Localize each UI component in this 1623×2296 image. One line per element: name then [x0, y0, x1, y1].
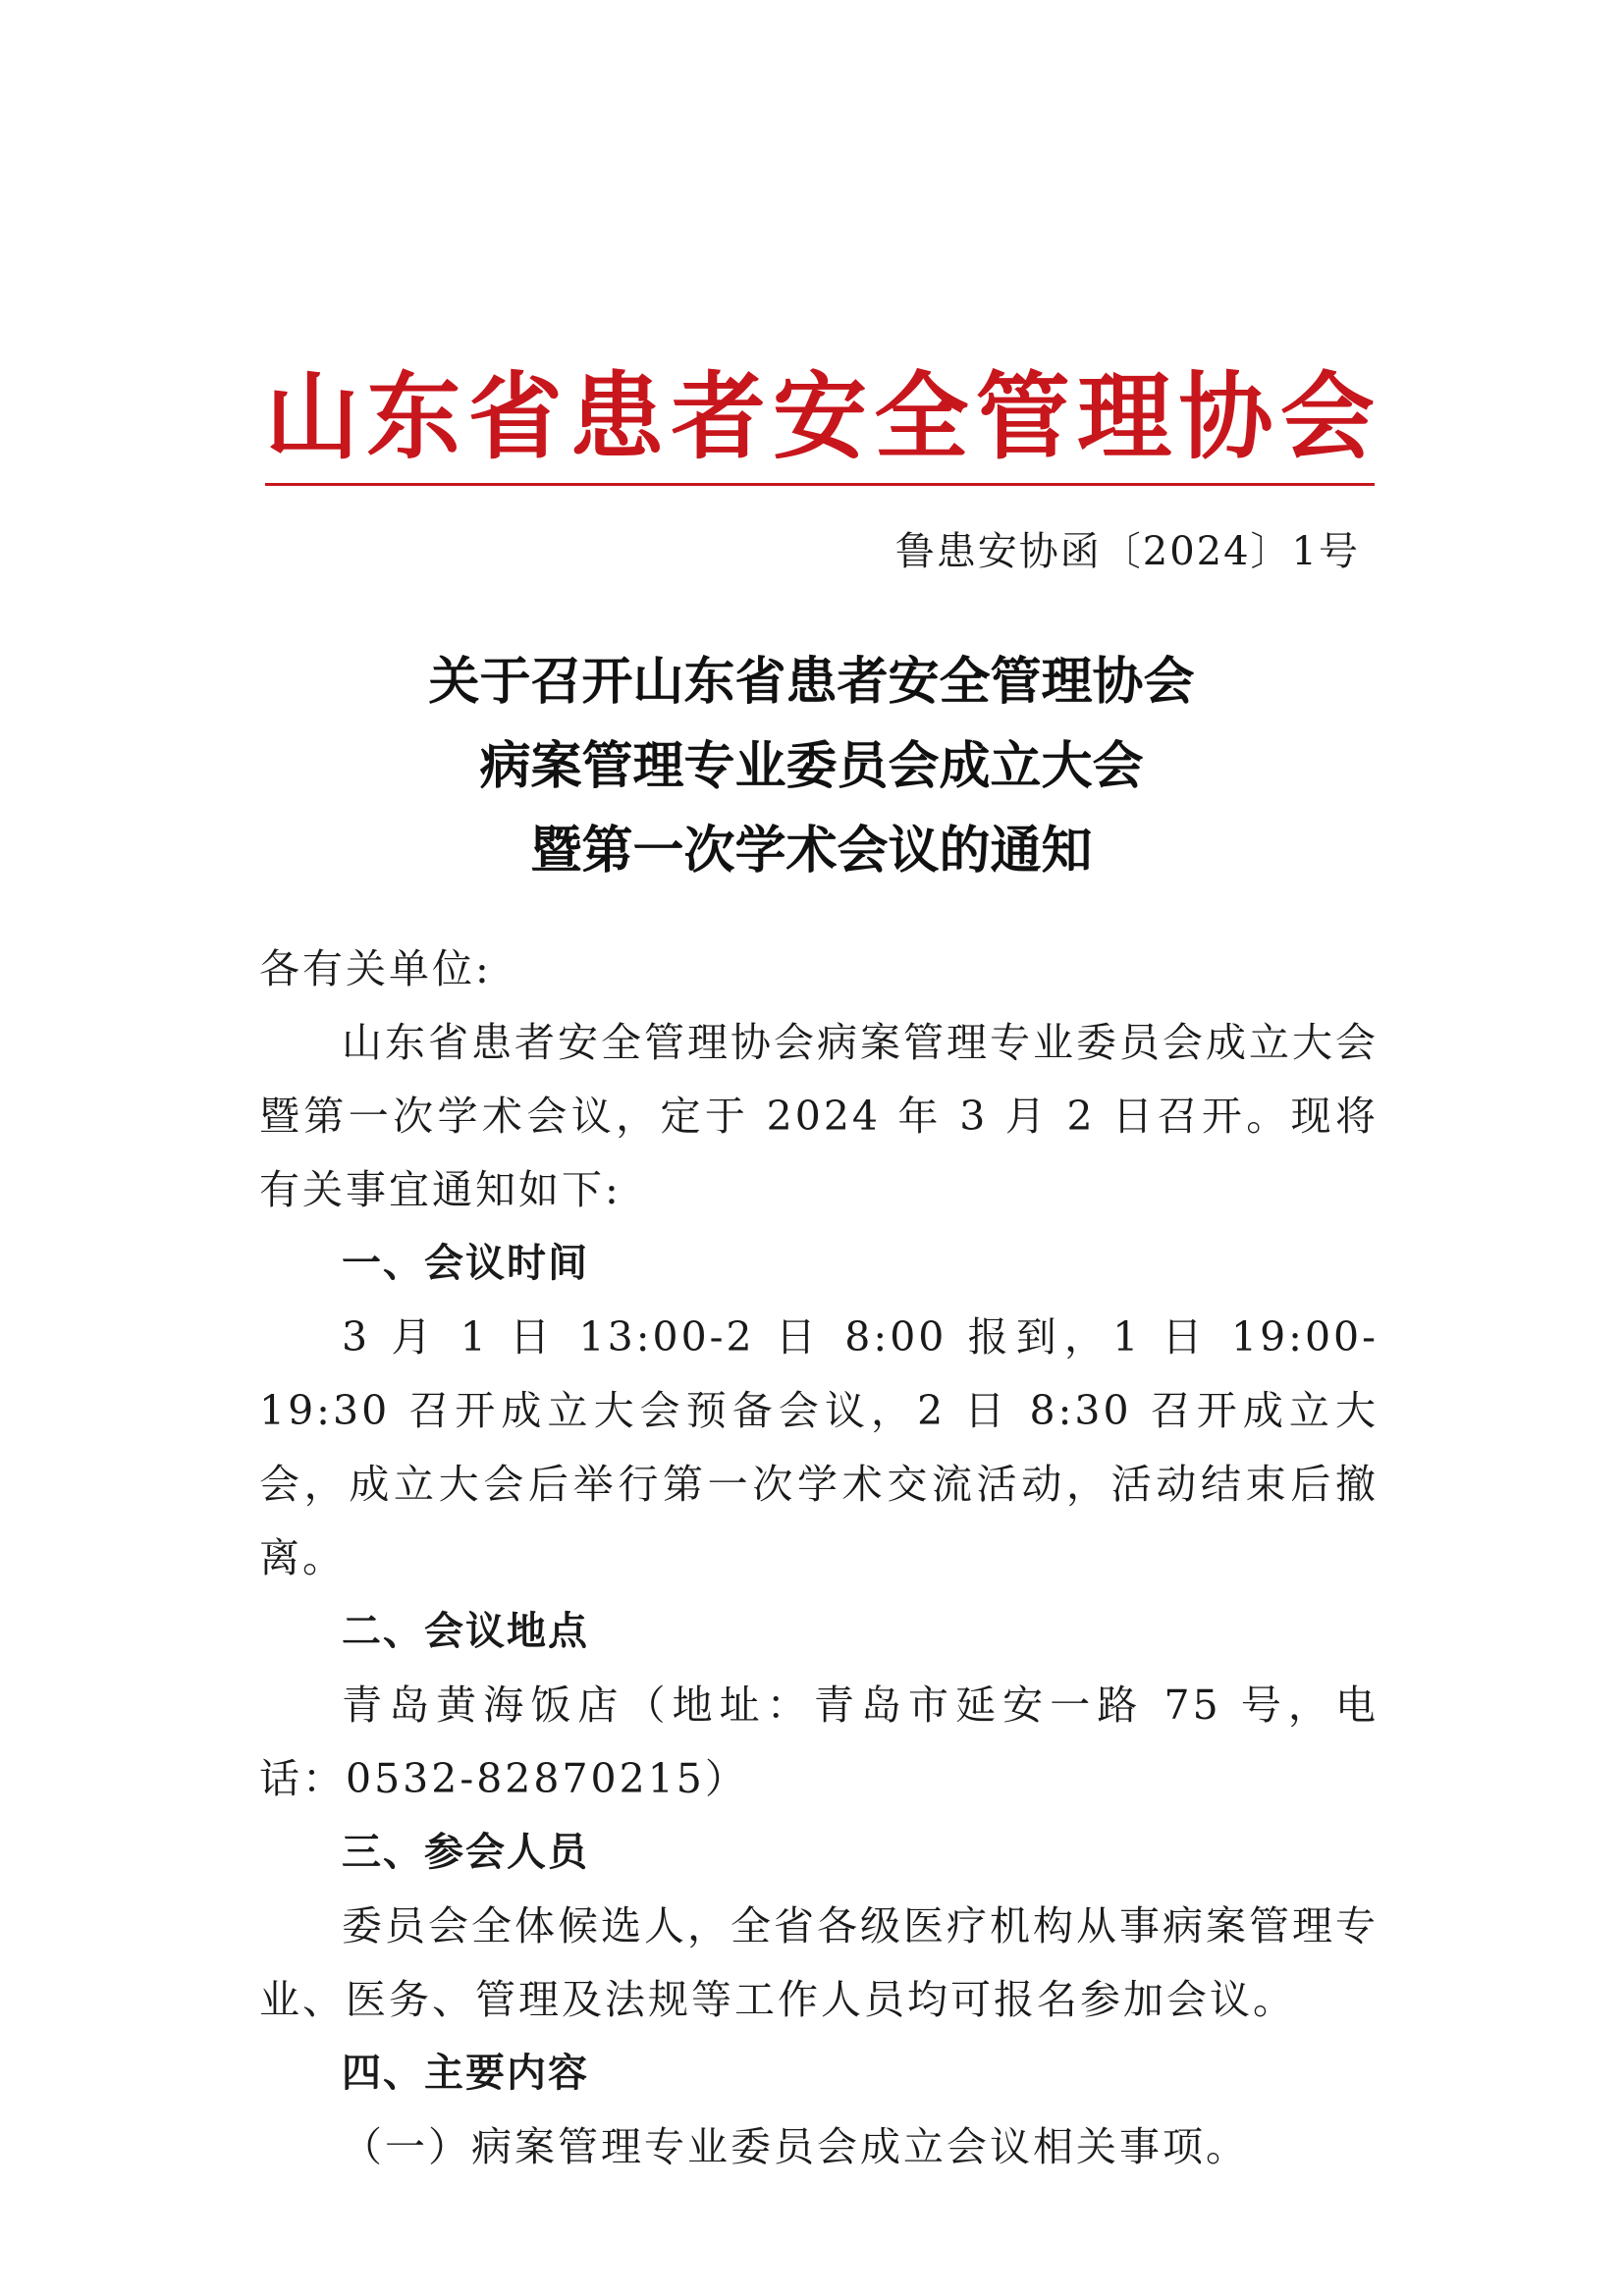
letterhead-divider: [265, 483, 1375, 486]
letterhead-char: 山: [265, 361, 359, 472]
section-heading-time: 一、会议时间: [342, 1241, 589, 1286]
intro-paragraph: 山东省患者安全管理协会病案管理专业委员会成立大会暨第一次学术会议，定于 2024 年 3 月 2 日召开。现将有关事宜通知如下:: [259, 1019, 1379, 1213]
letterhead-char: 东: [366, 361, 461, 472]
letterhead-char: 患: [569, 361, 665, 472]
title-line-3: 暨第一次学术会议的通知: [530, 822, 1093, 881]
letterhead-char: 安: [772, 361, 867, 472]
section-heading-location: 二、会议地点: [342, 1609, 589, 1654]
letterhead-char: 者: [671, 361, 766, 472]
section-heading-content: 四、主要内容: [342, 2051, 589, 2096]
organization-letterhead: [265, 358, 1375, 476]
section-paragraph-time: 3 月 1 日 13:00-2 日 8:00 报到，1 日 19:00-19:30 召开成立大会预备会议，2 日 8:30 召开成立大会，成立大会后举行第一次学术交流活动，活动结束后撤离。: [259, 1313, 1379, 1581]
letterhead-char: 管: [975, 361, 1070, 472]
section-heading-attendees: 三、参会人员: [342, 1830, 589, 1875]
section-paragraph-location: 青岛黄海饭店（地址：青岛市延安一路 75 号，电话：0532-82870215）: [259, 1682, 1379, 1802]
letterhead-char: 理: [1077, 361, 1172, 472]
document-body: [259, 1006, 1379, 2184]
letterhead-char: 会: [1279, 361, 1375, 472]
letterhead-char: 协: [1178, 361, 1273, 472]
section-paragraph-attendees: 委员会全体候选人，全省各级医疗机构从事病案管理专业、医务、管理及法规等工作人员均可报名参加会议。: [259, 1902, 1379, 2023]
document-number: 鲁患安协函〔2024〕1号: [894, 529, 1360, 574]
title-line-2: 病案管理专业委员会成立大会: [479, 737, 1144, 796]
title-line-1: 关于召开山东省患者安全管理协会: [428, 653, 1195, 712]
salutation: 各有关单位:: [259, 945, 492, 992]
letterhead-char: 全: [874, 361, 969, 472]
letterhead-char: 省: [467, 361, 563, 472]
document-title: [0, 640, 1623, 893]
section-paragraph-content: （一）病案管理专业委员会成立会议相关事项。: [342, 2123, 1249, 2170]
